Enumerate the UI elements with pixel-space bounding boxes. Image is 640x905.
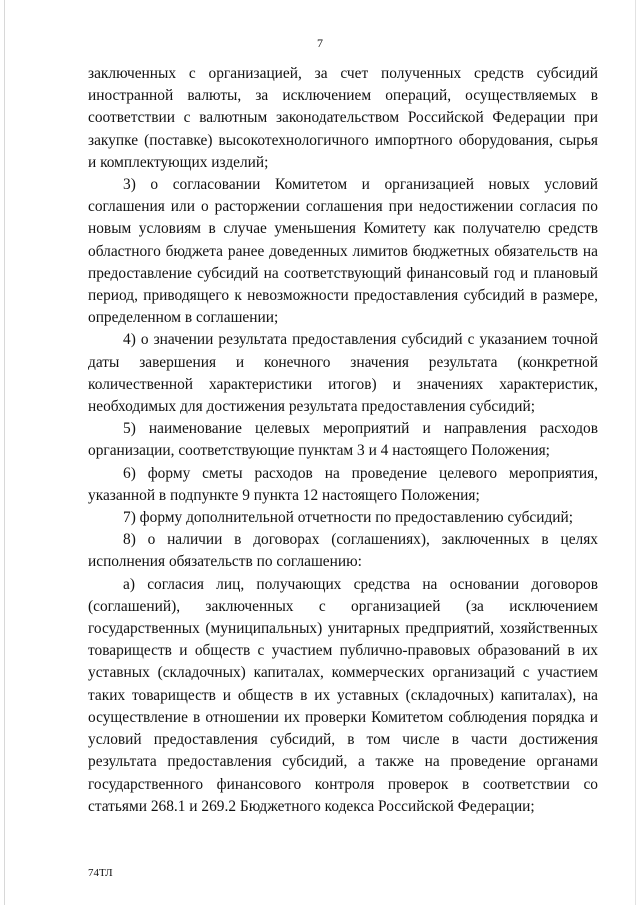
- paragraph-item-8: 8) о наличии в договорах (соглашениях), заключенных в целях исполнения обязательств по соглашению:: [88, 531, 598, 571]
- paragraph-item-3: 3) о согласовании Комитетом и организацией новых условий соглашения или о расторжении соглашения при недостижении согласия по новым условиям в случае уменьшения Комитету как получателю средств областного бюджета ранее доведенных лимитов бюджетных обязательств на предоставление субсидий на соответствующий финансовый год и плановый период, приводящего к невозможности предоставления субсидий в размере, определенном в соглашении;: [88, 176, 598, 327]
- document-body: [88, 63, 598, 818]
- paragraph-continuation: заключенных с организацией, за счет полученных средств субсидий иностранной валюты, за исключением операций, осуществляемых в соответствии с валютным законодательством Российской Федерации при закупке (поставке) высокотехнологичного импортного оборудования, сырья и комплектующих изделий;: [88, 65, 598, 171]
- scan-edge-left: [4, 0, 5, 905]
- page-number: 7: [317, 36, 323, 50]
- footer-document-code: 74ТЛ: [88, 867, 113, 879]
- paragraph-item-4: 4) о значении результата предоставления субсидий с указанием точной даты завершения и конечного значения результата (конкретной количественной характеристики итогов) и значениях характеристик, необходимых для достижения результата предоставления субсидий;: [88, 331, 598, 416]
- paragraph-item-5: 5) наименование целевых мероприятий и направления расходов организации, соответствующие пунктам 3 и 4 настоящего Положения;: [88, 420, 598, 460]
- paragraph-item-6: 6) форму сметы расходов на проведение целевого мероприятия, указанной в подпункте 9 пункта 12 настоящего Положения;: [88, 464, 598, 504]
- paragraph-subitem-a: а) согласия лиц, получающих средства на основании договоров (соглашений), заключенных с организацией (за исключением государственных (муниципальных) унитарных предприятий, хозяйственных товариществ и обществ с участием публично-правовых образований в их уставных (складочных) капиталах, коммерческих организаций с участием таких товариществ и обществ в их уставных (складочных) капиталах), на осуществление в отношении их проверки Комитетом соблюдения порядка и условий предоставления субсидий, в том числе в части достижения результата предоставления субсидий, а также на проведение органами государственного финансового контроля проверок в соответствии со статьями 268.1 и 269.2 Бюджетного кодекса Российской Федерации;: [88, 575, 598, 815]
- scan-edge-right: [635, 0, 636, 905]
- paragraph-item-7: 7) форму дополнительной отчетности по предоставлению субсидий;: [123, 509, 574, 527]
